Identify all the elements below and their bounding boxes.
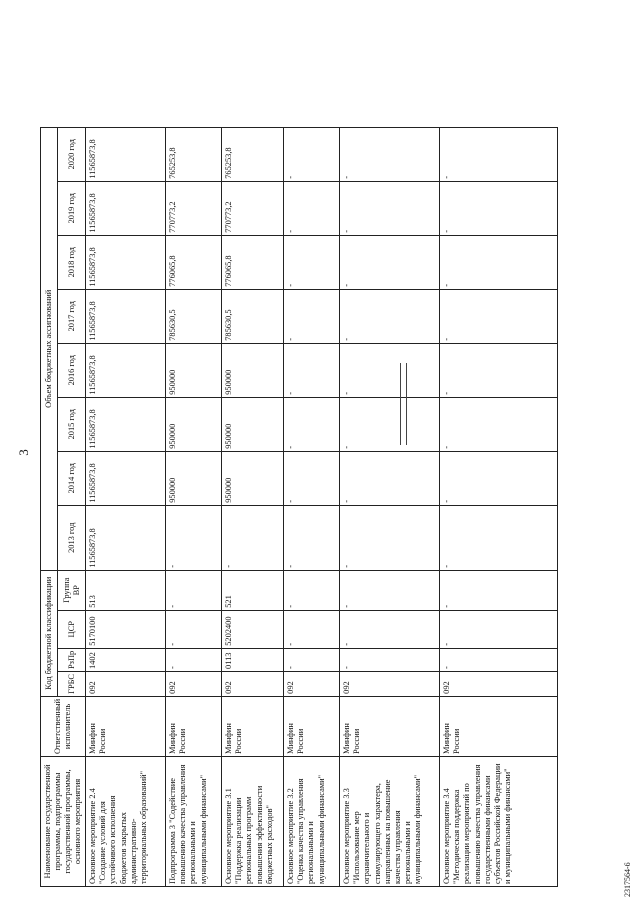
- row-value: 785630,5: [222, 289, 284, 343]
- table-row: [222, 127, 284, 886]
- row-executor: Минфин России: [440, 696, 558, 756]
- header-year: 2014 год: [57, 451, 85, 505]
- row-value: -: [440, 289, 558, 343]
- row-name: Основное мероприятие 3.4 "Методическая поддержка реализации мероприятий по повышению качества управления государственными финансами субъектов Российской Федерации и муниципальными финансами": [440, 757, 558, 887]
- row-value: -: [340, 451, 440, 505]
- header-year: 2018 год: [57, 235, 85, 289]
- row-value: -: [284, 343, 340, 397]
- header-rzpr: РзПр: [57, 648, 85, 671]
- row-value: -: [440, 451, 558, 505]
- row-value: 785630,5: [166, 289, 222, 343]
- header-name: Наименование государственной программы, подпрограммы государственной программы, основного мероприятия: [41, 757, 86, 887]
- row-name: Основное мероприятие 3.2 "Оценка качества управления региональными и муниципальными финансами": [284, 757, 340, 887]
- header-vr: Группа ВР: [57, 570, 85, 610]
- row-value: 776065,8: [166, 235, 222, 289]
- row-name: Основное мероприятие 3.3 "Использование мер ограничительного и стимулирующего характера, направленных на повышение качества управления региональными и муниципальными финансами": [340, 757, 440, 887]
- header-volume: Объем бюджетных ассигнований: [41, 127, 58, 570]
- row-value: -: [340, 343, 440, 397]
- row-value: -: [440, 181, 558, 235]
- row-executor: Минфин России: [284, 696, 340, 756]
- row-grbs: 092: [166, 671, 222, 696]
- row-value: -: [340, 289, 440, 343]
- row-value: -: [284, 505, 340, 570]
- row-vr: -: [440, 570, 558, 610]
- row-csr: -: [166, 610, 222, 648]
- header-csr: ЦСР: [57, 610, 85, 648]
- header-year: 2019 год: [57, 181, 85, 235]
- row-value: 11565873,8: [86, 451, 166, 505]
- row-vr: -: [166, 570, 222, 610]
- row-rzpr: -: [284, 648, 340, 671]
- row-value: 11565873,8: [86, 343, 166, 397]
- row-value: 950000: [166, 451, 222, 505]
- row-value: -: [340, 181, 440, 235]
- table-row: [284, 127, 340, 886]
- table-row: [340, 127, 440, 886]
- row-value: 950000: [222, 343, 284, 397]
- row-value: -: [440, 127, 558, 181]
- row-name: Основное мероприятие 3.1 "Поддержка реализации региональных программ повышения эффективности бюджетных расходов": [222, 757, 284, 887]
- row-value: 950000: [166, 397, 222, 451]
- table-row: [86, 127, 166, 886]
- header-grbs: ГРБС: [57, 671, 85, 696]
- header-year: 2013 год: [57, 505, 85, 570]
- row-csr: -: [340, 610, 440, 648]
- header-year: 2016 год: [57, 343, 85, 397]
- row-vr: -: [340, 570, 440, 610]
- header-year: 2017 год: [57, 289, 85, 343]
- row-value: -: [340, 235, 440, 289]
- row-value: 11565873,8: [86, 397, 166, 451]
- row-value: 765253,8: [166, 127, 222, 181]
- header-executor: Ответственный исполнитель: [41, 696, 86, 756]
- row-value: -: [222, 505, 284, 570]
- row-executor: Минфин России: [166, 696, 222, 756]
- row-value: 950000: [222, 451, 284, 505]
- row-name: Подпрограмма 3 "Содействие повышению качества управления региональными и муниципальными финансами": [166, 757, 222, 887]
- row-value: -: [440, 505, 558, 570]
- row-grbs: 092: [440, 671, 558, 696]
- row-grbs: 092: [284, 671, 340, 696]
- row-value: 11565873,8: [86, 289, 166, 343]
- row-rzpr: 0113: [222, 648, 284, 671]
- row-vr: 521: [222, 570, 284, 610]
- row-rzpr: -: [440, 648, 558, 671]
- row-value: -: [440, 397, 558, 451]
- row-value: -: [440, 343, 558, 397]
- row-value: 770773,2: [222, 181, 284, 235]
- row-value: -: [340, 127, 440, 181]
- row-value: 770773,2: [166, 181, 222, 235]
- row-executor: Минфин России: [340, 696, 440, 756]
- row-executor: Минфин России: [86, 696, 166, 756]
- row-value: 950000: [166, 343, 222, 397]
- page-number: 3: [16, 449, 31, 456]
- row-rzpr: -: [166, 648, 222, 671]
- row-value: -: [284, 397, 340, 451]
- row-value: 11565873,8: [86, 505, 166, 570]
- row-name: Основное мероприятие 2.4 "Создание условий для устойчивого исполнения бюджетов закрытых административно-территориальных образований": [86, 757, 166, 887]
- row-value: -: [440, 235, 558, 289]
- row-rzpr: -: [340, 648, 440, 671]
- row-vr: -: [284, 570, 340, 610]
- row-csr: 5170100: [86, 610, 166, 648]
- row-executor: Минфин России: [222, 696, 284, 756]
- row-vr: 513: [86, 570, 166, 610]
- header-budget-code: Код бюджетной классификации: [41, 570, 58, 696]
- row-grbs: 092: [222, 671, 284, 696]
- row-value: -: [284, 289, 340, 343]
- row-value: -: [284, 451, 340, 505]
- row-csr: -: [284, 610, 340, 648]
- row-rzpr: 1402: [86, 648, 166, 671]
- document-id: 2317564-6: [623, 862, 632, 897]
- header-year: 2015 год: [57, 397, 85, 451]
- divider: [406, 363, 407, 445]
- row-value: 11565873,8: [86, 181, 166, 235]
- row-csr: -: [440, 610, 558, 648]
- table-row: [440, 127, 558, 886]
- row-value: -: [166, 505, 222, 570]
- row-value: 950000: [222, 397, 284, 451]
- divider: [400, 363, 401, 445]
- row-value: 765253,8: [222, 127, 284, 181]
- row-csr: 5202400: [222, 610, 284, 648]
- row-value: -: [284, 235, 340, 289]
- row-value: 11565873,8: [86, 127, 166, 181]
- row-grbs: 092: [86, 671, 166, 696]
- budget-table: [40, 127, 558, 887]
- row-grbs: 092: [340, 671, 440, 696]
- row-value: 776065,8: [222, 235, 284, 289]
- row-value: -: [340, 505, 440, 570]
- table-row: [166, 127, 222, 886]
- row-value: -: [340, 397, 440, 451]
- row-value: -: [284, 127, 340, 181]
- header-year: 2020 год: [57, 127, 85, 181]
- row-value: -: [284, 181, 340, 235]
- row-value: 11565873,8: [86, 235, 166, 289]
